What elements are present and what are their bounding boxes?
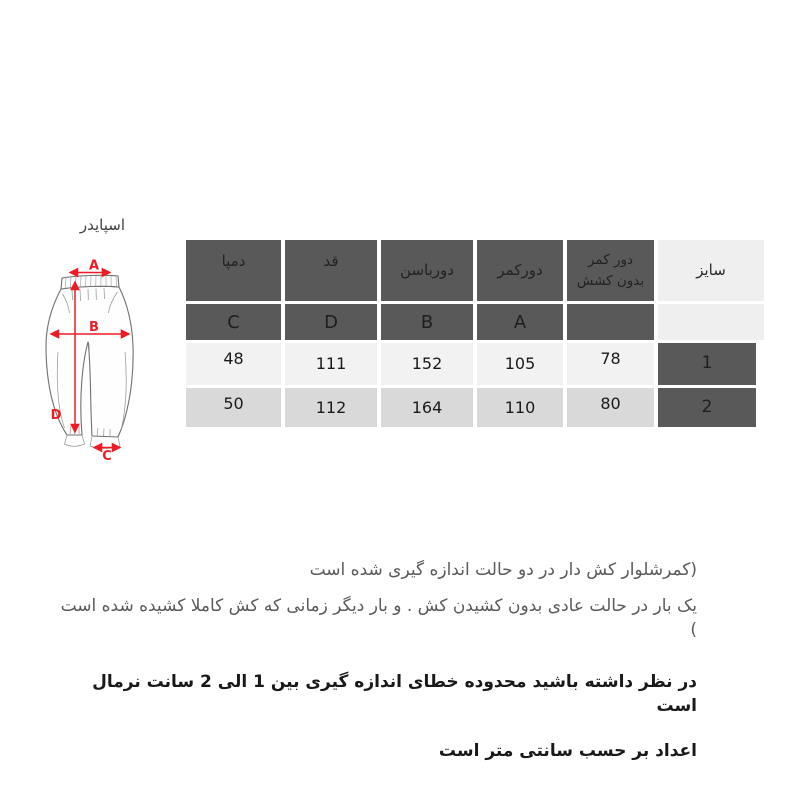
- notes-section: [57, 558, 697, 763]
- size-table: [186, 240, 764, 427]
- letter-cell-a: A: [477, 304, 563, 340]
- header-cell-size: سایز: [658, 240, 764, 301]
- note-line-1: (کمرشلوار کش دار در دو حالت اندازه گیری شده است: [309, 560, 697, 580]
- data-cell-waist-1: 105: [477, 343, 563, 385]
- letter-cell-c: C: [186, 304, 281, 340]
- header-cell-hip: دورباسن: [381, 240, 473, 301]
- data-cell-leg-opening-2: 50: [186, 388, 281, 427]
- letter-cell-b: B: [381, 304, 473, 340]
- data-cell-hip-1: 152: [381, 343, 473, 385]
- data-cell-leg-opening-1: 48: [186, 343, 281, 385]
- pants-diagram: [38, 250, 168, 462]
- header-cell-leg-opening: دمپا: [186, 240, 281, 301]
- measure-label-a: A: [88, 258, 100, 274]
- data-cell-length-1: 111: [285, 343, 377, 385]
- data-cell-waist-2: 110: [477, 388, 563, 427]
- note-line-2: یک بار در حالت عادی بدون کشیدن کش . و بار دیگر زمانی که کش کاملا کشیده شده است ): [60, 596, 697, 640]
- measure-label-c: C: [102, 449, 112, 462]
- letter-cell-d: D: [285, 304, 377, 340]
- size-column-empty-cell: [658, 304, 764, 340]
- data-cell-length-2: 112: [285, 388, 377, 427]
- measure-label-b: B: [89, 320, 99, 335]
- brand-label: اسپایدر: [79, 216, 125, 234]
- measure-label-d: D: [50, 408, 62, 423]
- note-line-4: اعداد بر حسب سانتی متر است: [438, 741, 697, 761]
- size-cell-1: 1: [658, 343, 756, 385]
- letter-cell-empty: [567, 304, 654, 340]
- header-cell-waist-no-stretch: دور کمر بدون کشش: [567, 240, 654, 301]
- pants-svg: [38, 250, 168, 462]
- data-cell-waist-no-stretch-2: 80: [567, 388, 654, 427]
- note-line-3: در نظر داشته باشید محدوده خطای اندازه گیری بین 1 الی 2 سانت نرمال است: [92, 672, 697, 716]
- header-cell-length: قد: [285, 240, 377, 301]
- size-cell-2: 2: [658, 388, 756, 427]
- header-cell-waist: دورکمر: [477, 240, 563, 301]
- data-cell-hip-2: 164: [381, 388, 473, 427]
- data-cell-waist-no-stretch-1: 78: [567, 343, 654, 385]
